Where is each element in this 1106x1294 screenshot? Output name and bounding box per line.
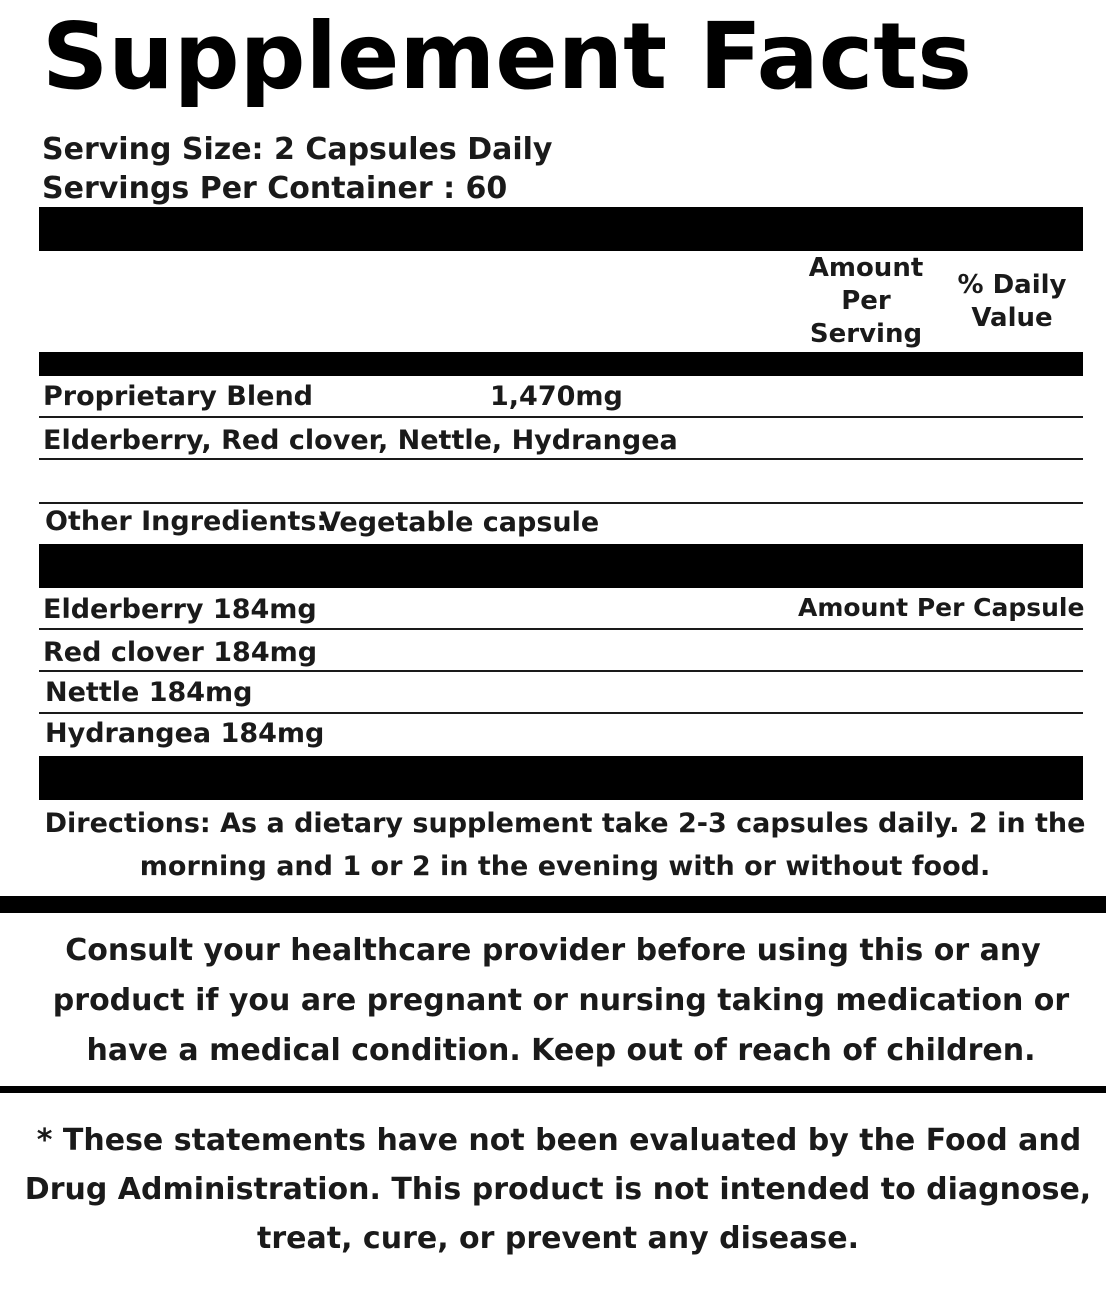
row-rule [39,670,1083,672]
row-rule [39,628,1083,630]
row-rule [39,712,1083,714]
row-rule [39,458,1083,460]
dv-header-line: Value [971,303,1053,333]
dv-header-line: % Daily [957,270,1067,300]
capsule-item: Nettle 184mg [45,677,253,708]
directions-line: Directions: As a dietary supplement take 2-3 capsules daily. 2 in the [44,808,1086,839]
capsule-item: Elderberry 184mg [43,594,317,625]
warning-line: product if you are pregnant or nursing taking medication or [52,983,1070,1018]
disclaimer-line: treat, cure, or prevent any disease. [257,1221,859,1256]
warning-line: Consult your healthcare provider before using this or any [65,933,1041,968]
full-width-rule [0,1086,1106,1093]
blend-name: Proprietary Blend [43,381,313,412]
warning-line: have a medical condition. Keep out of reach of children. [86,1033,1036,1068]
directions-line: morning and 1 or 2 in the evening with or without food. [139,851,991,882]
capsule-amount-header: Amount Per Capsule [798,593,1085,622]
divider-bar [39,756,1083,800]
row-rule [39,416,1083,418]
other-ingredients-value: Vegetable capsule [320,507,600,538]
other-ingredients-label: Other Ingredients: [45,506,328,537]
page-title: Supplement Facts [42,3,972,110]
servings-per-container: Servings Per Container : 60 [42,171,508,206]
capsule-item: Red clover 184mg [43,637,318,668]
capsule-item: Hydrangea 184mg [45,718,325,749]
divider-bar [39,544,1083,588]
amount-header-line: Serving [809,319,923,349]
blend-amount: 1,470mg [490,381,623,412]
amount-per-serving-header [796,252,936,351]
blend-ingredients: Elderberry, Red clover, Nettle, Hydrangea [43,425,678,456]
daily-value-header [942,269,1082,335]
disclaimer-line: Drug Administration. This product is not intended to diagnose, [24,1172,1092,1207]
amount-header-line: Per [841,286,891,316]
divider-bar [39,352,1083,376]
full-width-bar [0,896,1106,913]
divider-bar [39,207,1083,251]
amount-header-line: Amount [808,253,924,283]
disclaimer-line: * These statements have not been evaluated by the Food and [36,1123,1082,1158]
serving-size: Serving Size: 2 Capsules Daily [42,132,553,167]
